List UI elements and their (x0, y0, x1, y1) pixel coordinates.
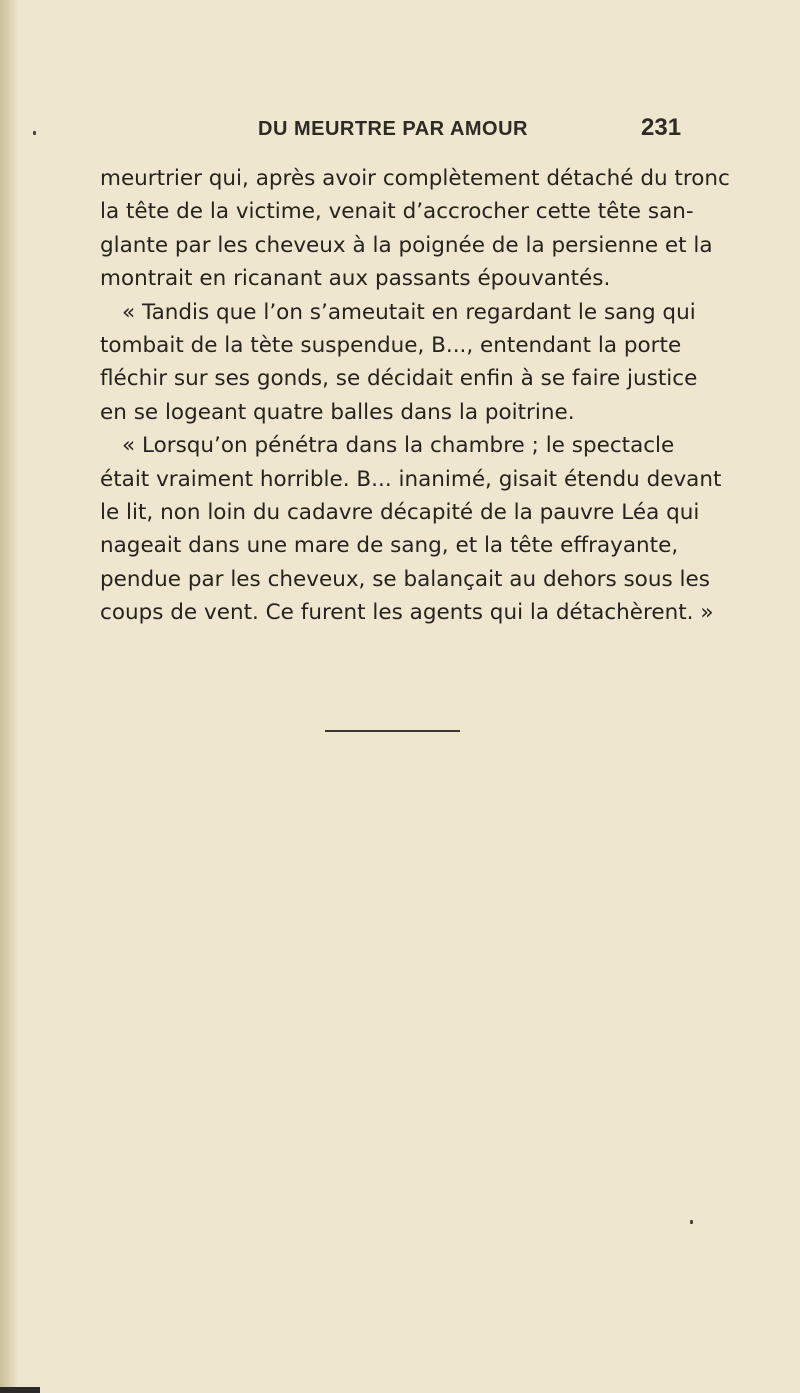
text-line: nageait dans une mare de sang, et la tête effrayante, (100, 533, 679, 559)
running-title: DU MEURTRE PAR AMOUR (258, 118, 528, 140)
text-line: montrait en ricanant aux passants épouvantés. (100, 266, 611, 292)
page-number: 231 (641, 114, 682, 141)
text-line: « Lorsqu’on pénétra dans la chambre ; le spectacle (122, 433, 675, 459)
text-line: coups de vent. Ce furent les agents qui la détachèrent. » (100, 600, 714, 626)
paper-speck (690, 1220, 693, 1224)
section-end-rule (325, 730, 460, 732)
text-line: glante par les cheveux à la poignée de la persienne et la (100, 232, 713, 258)
body-text (100, 162, 730, 629)
text-line: meurtrier qui, après avoir complètement détaché du tronc (100, 166, 730, 191)
text-line: la tête de la victime, venait d’accrocher cette tête san- (100, 199, 694, 225)
text-line: était vraiment horrible. B... inanimé, gisait étendu devant (100, 466, 722, 492)
text-line: pendue par les cheveux, se balançait au dehors sous les (100, 566, 710, 592)
text-line: le lit, non loin du cadavre décapité de la pauvre Léa qui (100, 499, 700, 525)
text-line: en se logeant quatre balles dans la poitrine. (100, 399, 575, 425)
paper-speck (33, 131, 36, 135)
text-line: fléchir sur ses gonds, se décidait enfin à se faire justice (100, 366, 698, 392)
running-head (0, 114, 800, 148)
text-line: « Tandis que l’on s’ameutait en regardant le sang qui (122, 299, 696, 325)
text-line: tombait de la tète suspendue, B..., entendant la porte (100, 332, 682, 358)
